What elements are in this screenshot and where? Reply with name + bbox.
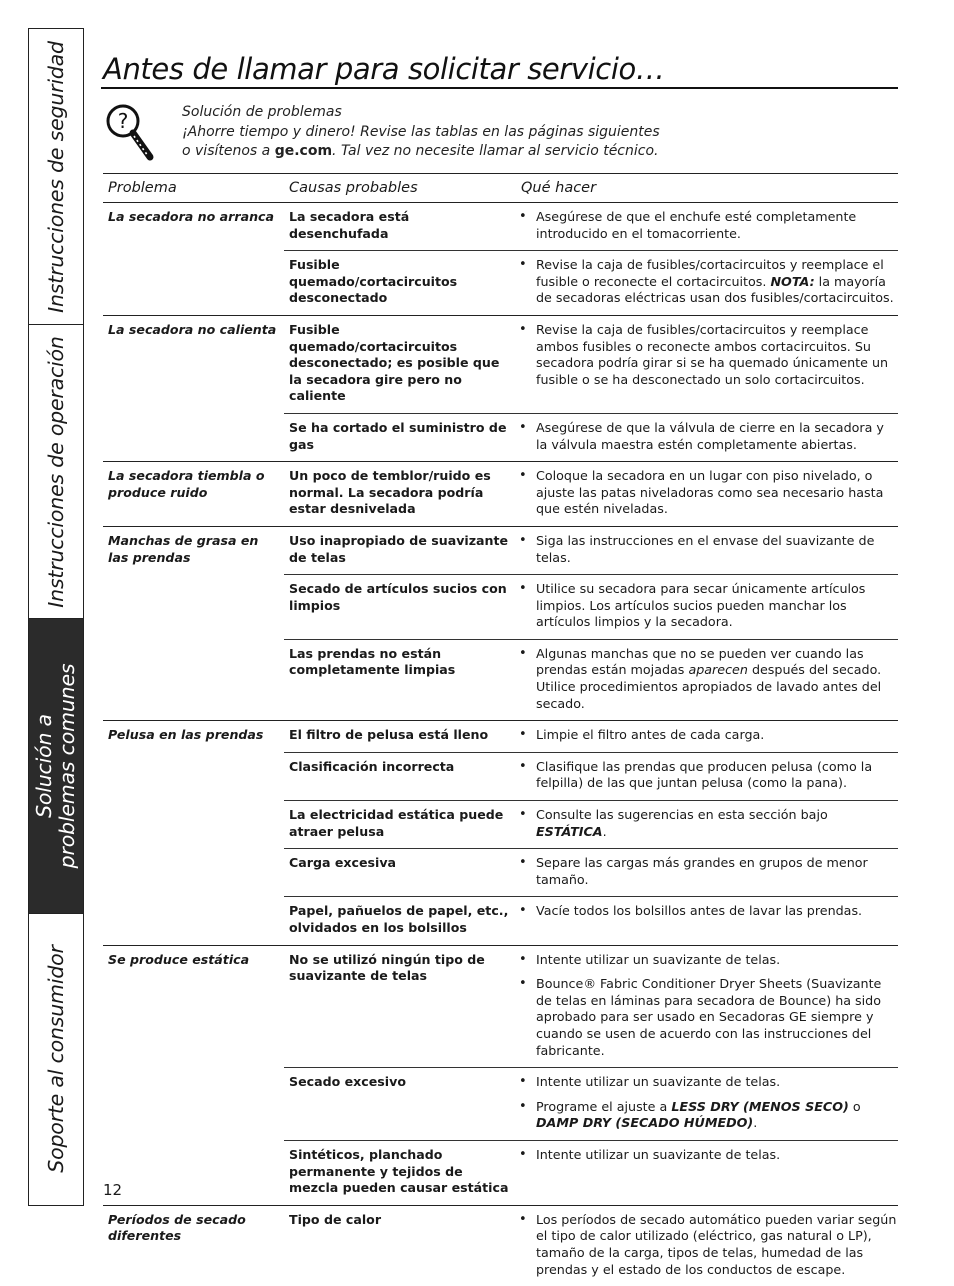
solution-list	[512, 316, 898, 413]
table-row	[284, 753, 898, 801]
solution-list	[512, 414, 898, 461]
side-tabs	[28, 28, 84, 1206]
tab-soporte-consumidor[interactable]	[29, 914, 83, 1204]
solution-item: • Asegúrese de que el enchufe esté completamente introducido en el tomacorriente.	[512, 209, 898, 242]
solution-item: • Coloque la secadora en un lugar con piso nivelado, o ajuste las patas niveladoras como sea necesario hasta que estén niveladas.	[512, 468, 898, 518]
cause-text: Tipo de calor	[289, 1211, 382, 1227]
solution-item: • Intente utilizar un suavizante de telas.	[512, 952, 898, 969]
solution-item: • Separe las cargas más grandes en grupos de menor tamaño.	[512, 855, 898, 888]
solution-list	[512, 897, 898, 944]
solution-list	[512, 251, 898, 315]
cause-text: Un poco de temblor/ruido es normal. La secadora podría estar desnivelada	[289, 468, 491, 517]
page-number: 12	[103, 1181, 123, 1199]
table-row	[284, 946, 898, 1069]
tab-instrucciones-operacion[interactable]	[29, 325, 83, 619]
table-row	[284, 414, 898, 461]
problem-group	[103, 721, 898, 945]
table-row	[284, 251, 898, 315]
solution-item: • Limpie el filtro antes de cada carga.	[512, 727, 898, 744]
tab-label	[33, 664, 79, 869]
problem-label: Se produce estática	[108, 951, 250, 967]
intro-line-3-post: . Tal vez no necesite llamar al servicio técnico.	[332, 143, 659, 159]
cause-text: Sintéticos, planchado permanente y tejidos de mezcla pueden causar estática	[289, 1146, 509, 1196]
cause-text: El filtro de pelusa está lleno	[289, 727, 489, 743]
tab-label: Instrucciones de operación	[44, 335, 68, 608]
ge-link[interactable]: ge.com	[274, 143, 333, 159]
cause-text: Papel, pañuelos de papel, etc., olvidados en los bolsillos	[289, 903, 509, 935]
table-row	[284, 721, 898, 753]
problem-group	[103, 316, 898, 462]
cause-rows	[284, 946, 898, 1205]
cause-rows	[284, 527, 898, 720]
header-causas: Causas probables	[289, 180, 418, 196]
cause-text: Carga excesiva	[289, 855, 397, 871]
tab-label-line2: problemas comunes	[55, 663, 79, 869]
solution-item: • Vacíe todos los bolsillos antes de lavar las prendas.	[512, 903, 898, 920]
solution-item: • Intente utilizar un suavizante de telas.	[512, 1147, 898, 1164]
table-row	[284, 640, 898, 720]
cause-rows	[284, 1206, 898, 1286]
cause-text: Secado de artículos sucios con limpios	[289, 581, 507, 613]
solution-list	[512, 1206, 898, 1286]
solution-item: • Clasifique las prendas que producen pelusa (como la felpilla) de las que juntan pelusa (como la pana).	[512, 759, 898, 792]
table-row	[284, 849, 898, 897]
cause-rows	[284, 203, 898, 315]
intro-line-3	[182, 142, 660, 162]
problem-group	[103, 946, 898, 1206]
table-row	[284, 1068, 898, 1141]
cause-text: Uso inapropiado de suavizante de telas	[289, 532, 509, 565]
intro-line-1: Solución de problemas	[182, 104, 342, 120]
problem-label: Pelusa en las prendas	[108, 727, 264, 743]
solution-item: • Siga las instrucciones en el envase del suavizante de telas.	[512, 533, 898, 566]
cause-text: Las prendas no están completamente limpias	[289, 645, 456, 678]
solution-list	[512, 575, 898, 639]
tab-instrucciones-seguridad[interactable]	[29, 29, 83, 325]
table-row	[284, 897, 898, 944]
table-row	[284, 527, 898, 575]
intro-text	[182, 103, 660, 162]
cause-text: La secadora está desenchufada	[289, 209, 410, 241]
intro-line-2: ¡Ahorre tiempo y dinero! Revise las tablas en las páginas siguientes	[182, 123, 660, 140]
cause-text: No se utilizó ningún tipo de suavizante de telas	[289, 951, 485, 984]
solution-item: • Programe el ajuste a LESS DRY (MENOS SECO) o DAMP DRY (SECADO HÚMEDO).	[512, 1099, 898, 1132]
table-row	[284, 575, 898, 640]
table-row	[284, 1141, 898, 1205]
solution-item: • Utilice su secadora para secar únicamente artículos limpios. Los artículos sucios pueden manchar los artículos limpios y la secadora.	[512, 581, 898, 631]
problem-group	[103, 203, 898, 316]
problem-group	[103, 462, 898, 527]
solution-list	[512, 527, 898, 574]
page-title: Antes de llamar para solicitar servicio…	[103, 52, 665, 86]
table-row	[284, 462, 898, 526]
troubleshooting-table	[103, 173, 898, 1286]
cause-rows	[284, 462, 898, 526]
svg-text:?: ?	[117, 109, 129, 133]
problem-label: Períodos de secado diferentes	[108, 1211, 246, 1244]
cause-text: Fusible quemado/cortacircuitos desconectado	[289, 257, 458, 306]
cause-rows	[284, 316, 898, 461]
tab-label: Soporte al consumidor	[44, 945, 68, 1173]
problem-label: Manchas de grasa en las prendas	[108, 532, 259, 565]
cause-text: Clasificación incorrecta	[289, 758, 455, 774]
cause-rows	[284, 721, 898, 944]
table-header	[103, 173, 898, 203]
solution-list	[512, 1068, 898, 1140]
solution-list	[512, 753, 898, 800]
table-row	[284, 801, 898, 849]
table-row	[284, 203, 898, 251]
problem-label: La secadora no calienta	[108, 321, 277, 337]
cause-text: Fusible quemado/cortacircuitos desconectado; es posible que la secadora gire pero no caliente	[289, 321, 500, 404]
tab-label: Instrucciones de seguridad	[44, 40, 68, 313]
header-problema: Problema	[108, 180, 177, 196]
solution-list	[512, 462, 898, 526]
problem-label: La secadora tiembla o produce ruido	[108, 468, 265, 500]
cause-text: Se ha cortado el suministro de gas	[289, 419, 507, 452]
solution-list	[512, 1141, 898, 1205]
solution-list	[512, 801, 898, 848]
solution-item: • Revise la caja de fusibles/cortacircuitos y reemplace ambos fusibles o reconecte ambos cortacircuitos. Su secadora podría girar si se ha quemado únicamente un fusible o se ha desconectado un solo cortacircuitos.	[512, 322, 898, 388]
solution-item: • Asegúrese de que la válvula de cierre en la secadora y la válvula maestra estén completamente abiertas.	[512, 420, 898, 453]
cause-text: Secado excesivo	[289, 1074, 406, 1090]
magnifier-question-icon	[104, 102, 160, 162]
cause-text: La electricidad estática puede atraer pelusa	[289, 807, 504, 839]
solution-item: • Los períodos de secado automático pueden variar según el tipo de calor utilizado (eléctrico, gas natural o LP), tamaño de la carga, tipos de telas, humedad de las prendas y el estado de los conductos de escape.	[512, 1212, 898, 1278]
tab-solucion-problemas[interactable]	[29, 619, 83, 914]
table-body	[103, 203, 898, 1286]
header-que-hacer: Qué hacer	[521, 180, 597, 196]
title-divider	[101, 87, 898, 89]
problem-group	[103, 527, 898, 721]
solution-item: • Algunas manchas que no se pueden ver cuando las prendas están mojadas aparecen después del secado. Utilice procedimientos apropiados de lavado antes del secado.	[512, 646, 898, 712]
solution-list	[512, 640, 898, 720]
table-row	[284, 1206, 898, 1286]
solution-item: • Revise la caja de fusibles/cortacircuitos y reemplace el fusible o reconecte el cortacircuitos. NOTA: la mayoría de secadoras eléctricas usan dos fusibles/cortacircuitos.	[512, 257, 898, 307]
solution-item: • Intente utilizar un suavizante de telas.	[512, 1074, 898, 1091]
problem-label: La secadora no arranca	[108, 209, 275, 224]
intro-line-3-pre: o visítenos a	[182, 143, 275, 159]
solution-list	[512, 721, 898, 752]
solution-list	[512, 203, 898, 250]
solution-item: • Bounce® Fabric Conditioner Dryer Sheets (Suavizante de telas en láminas para secadora de Bounce) ha sido aprobado para ser usado en Secadoras GE siempre y cuando se usen de acuerdo con las instrucciones del fabricante.	[512, 976, 898, 1059]
solution-list	[512, 849, 898, 896]
solution-list	[512, 946, 898, 1068]
solution-item: • Consulte las sugerencias en esta sección bajo ESTÁTICA.	[512, 807, 898, 840]
tab-label-line1: Solución a	[32, 714, 56, 818]
table-row	[284, 316, 898, 414]
problem-group	[103, 1206, 898, 1286]
